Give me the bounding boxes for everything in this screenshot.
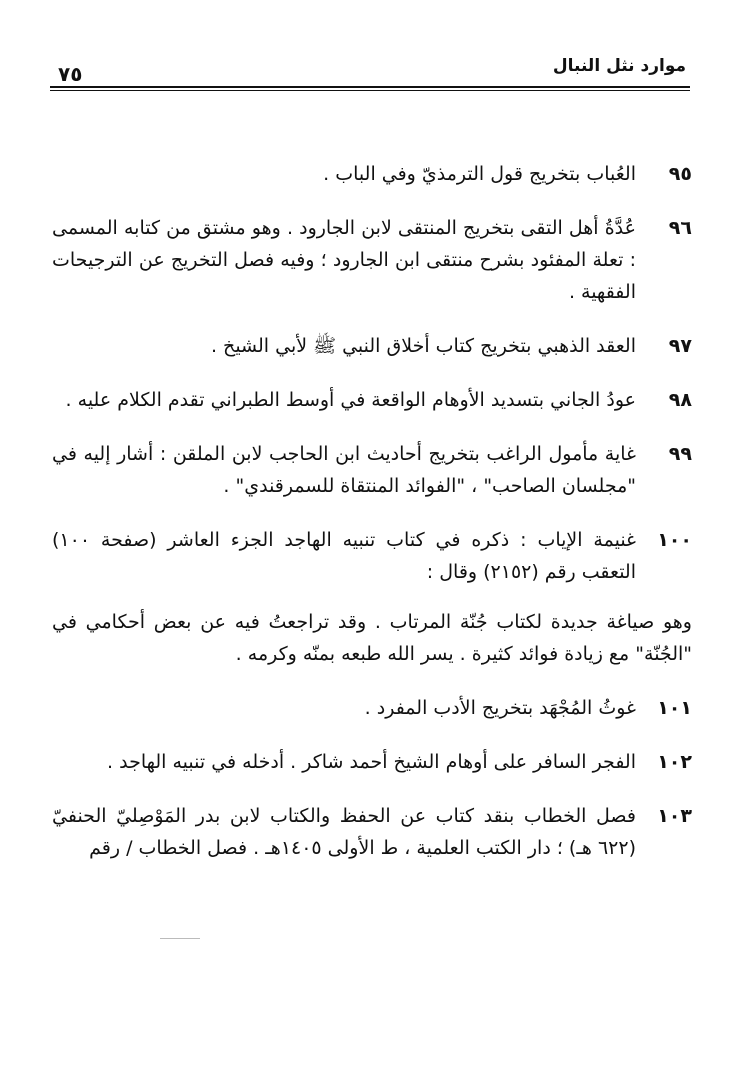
- entry-number: ٩٩: [668, 443, 692, 465]
- entry-text: عُدَّةُ أهل التقى بتخريج المنتقى لابن الجارود . وهو مشتق من كتابه المسمى : تعلة المفئود بشرح منتقى ابن الجارود ؛ وفيه فصل التخريج عن الترجيحات الفقهية .: [52, 217, 636, 303]
- page-header: [50, 50, 690, 88]
- list-item: [52, 438, 692, 502]
- list-item: [52, 692, 692, 724]
- entry-text: العقد الذهبي بتخريج كتاب أخلاق النبي ﷺ لأبي الشيخ .: [210, 335, 636, 357]
- entry-number: ١٠٣: [657, 805, 692, 827]
- entry-text: الفجر السافر على أوهام الشيخ أحمد شاكر . أدخله في تنبيه الهاجد .: [107, 751, 636, 773]
- entry-number: ١٠٢: [657, 751, 692, 773]
- entry-number: ١٠٠: [657, 529, 692, 551]
- quoted-note: وهو صياغة جديدة لكتاب جُنّة المرتاب . وقد تراجعتُ فيه عن بعض أحكامي في "الجُنّة" مع زيادة فوائد كثيرة . يسر الله طبعه بمنّه وكرمه .: [52, 611, 692, 665]
- entry-number: ١٠١: [657, 697, 692, 719]
- entry-text: عودُ الجاني بتسديد الأوهام الواقعة في أوسط الطبراني تقدم الكلام عليه .: [65, 389, 636, 411]
- entry-text: غاية مأمول الراغب بتخريج أحاديث ابن الحاجب لابن الملقن : أشار إليه في "مجلسان الصاحب" ، "الفوائد المنتقاة للسمرقندي" .: [52, 443, 636, 497]
- entry-text: غوثُ المُجْهَد بتخريج الأدب المفرد .: [364, 697, 636, 719]
- entry-number: ٩٥: [668, 163, 692, 185]
- list-item: [52, 746, 692, 778]
- list-item: [52, 212, 692, 308]
- book-title: موارد نثل النبال: [552, 56, 686, 76]
- page-number: ٧٥: [58, 62, 83, 86]
- header-rule: [50, 86, 690, 88]
- page-body: [52, 158, 692, 886]
- list-item: [52, 800, 692, 864]
- entry-text: العُباب بتخريج قول الترمذيّ وفي الباب .: [323, 163, 636, 185]
- entry-number: ٩٨: [668, 389, 692, 411]
- entry-text: غنيمة الإياب : ذكره في كتاب تنبيه الهاجد الجزء العاشر (صفحة ١٠٠) التعقب رقم (٢١٥٢) وقال :: [52, 529, 636, 583]
- header-rule-thin: [50, 90, 690, 91]
- scan-mark: [160, 938, 200, 939]
- list-item: [52, 524, 692, 588]
- entry-number: ٩٧: [668, 335, 692, 357]
- entry-number: ٩٦: [668, 217, 692, 239]
- list-item: [52, 384, 692, 416]
- list-item: [52, 158, 692, 190]
- entry-text: فصل الخطاب بنقد كتاب عن الحفظ والكتاب لابن بدر المَوْصِليّ الحنفيّ (٦٢٢ هـ) ؛ دار الكتب العلمية ، ط الأولى ١٤٠٥هـ . فصل الخطاب / رقم: [52, 805, 636, 859]
- list-item: [52, 330, 692, 362]
